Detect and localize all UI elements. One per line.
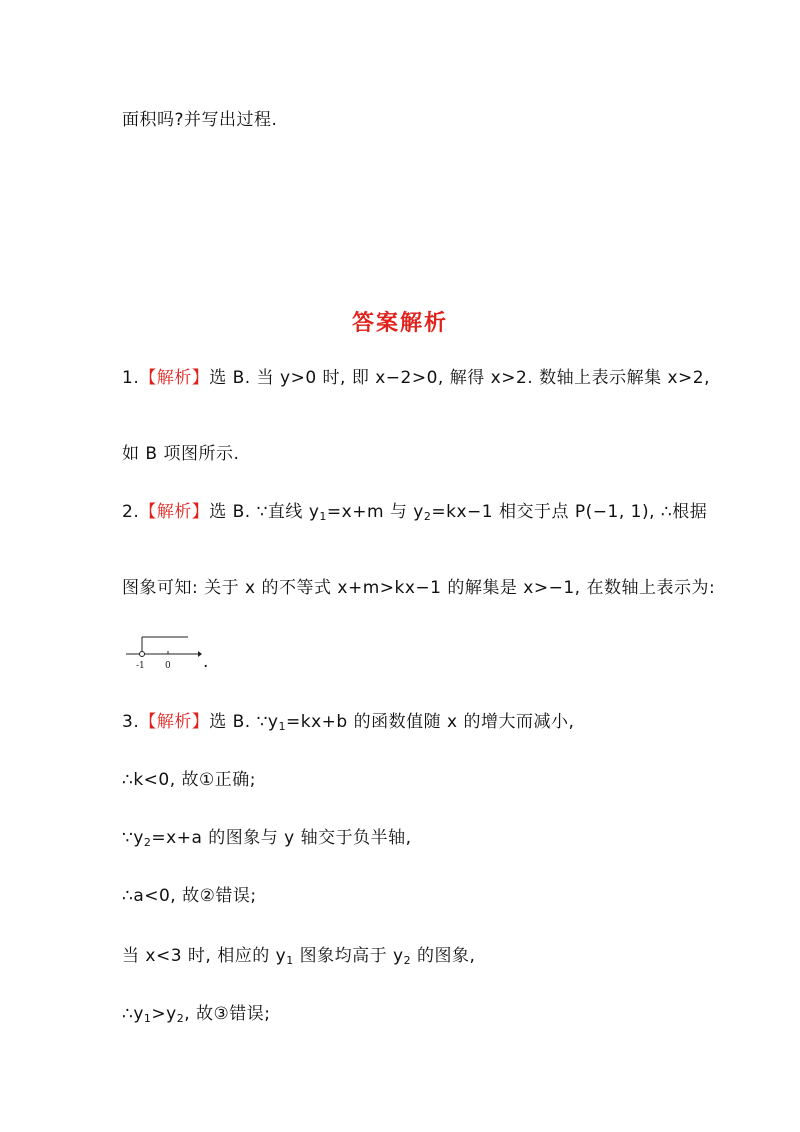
q3-text-a: 选 B. ∵y [209, 712, 279, 732]
q2-line2: 图象可知: 关于 x 的不等式 x+m>kx−1 的解集是 x>−1, 在数轴上表示为: [122, 578, 716, 598]
q3-line3 [122, 826, 412, 850]
q2-number: 2. [122, 502, 140, 522]
q2-text-a: 选 B. ∵直线 y [209, 502, 320, 522]
q2-sub1: 1 [319, 510, 327, 523]
q2-sub2: 2 [423, 510, 432, 523]
q3-l6-sub2: 2 [176, 1012, 185, 1025]
q3-line6 [122, 1002, 270, 1026]
q3-l5-b: 图象均高于 y [293, 946, 404, 966]
q1-tag: 【解析】 [139, 368, 210, 388]
q1-number: 1. [122, 368, 140, 388]
q2-text-b: =x+m 与 y [326, 502, 424, 522]
q3-l3-a: ∵y [122, 828, 144, 848]
q3-tag: 【解析】 [139, 712, 210, 732]
q3-sub1: 1 [278, 720, 286, 733]
q2-text-c: =kx−1 相交于点 P(−1, 1), ∴根据 [431, 502, 708, 522]
section-title: 答案解析 [351, 311, 448, 336]
open-circle-point [140, 652, 145, 657]
q1-line1 [122, 366, 710, 390]
q3-l6-sub1: 1 [143, 1012, 152, 1025]
q3-l5-a: 当 x<3 时, 相应的 y [122, 946, 287, 966]
q3-line2: ∴k<0, 故①正确; [122, 770, 256, 790]
q3-l3-b: =x+a 的图象与 y 轴交于负半轴, [151, 828, 412, 848]
q2-line1 [122, 500, 707, 524]
q1-line2: 如 B 项图所示. [122, 444, 240, 464]
number-line-diagram [122, 632, 202, 672]
q3-l5-sub1: 1 [286, 954, 294, 967]
q3-l6-c: , 故③错误; [184, 1004, 271, 1024]
q3-line1 [122, 710, 574, 734]
q3-text-b: =kx+b 的函数值随 x 的增大而减小, [286, 712, 575, 732]
tick-label-zero: 0 [165, 661, 171, 671]
intro-text: 面积吗?并写出过程. [122, 110, 278, 130]
tick-label-neg1: -1 [136, 661, 145, 671]
q2-tag: 【解析】 [139, 502, 210, 522]
number-line-period: . [203, 652, 209, 672]
q3-line5 [122, 944, 475, 968]
q3-number: 3. [122, 712, 140, 732]
q3-line4: ∴a<0, 故②错误; [122, 886, 257, 906]
q3-l3-sub: 2 [143, 836, 152, 849]
number-line-arrow [198, 651, 202, 657]
q3-l5-c: 的图象, [411, 946, 476, 966]
q3-l6-b: >y [151, 1004, 177, 1024]
q3-l5-sub2: 2 [403, 954, 412, 967]
q1-text: 选 B. 当 y>0 时, 即 x−2>0, 解得 x>2. 数轴上表示解集 x>2, [209, 368, 710, 388]
q3-l6-a: ∴y [122, 1004, 144, 1024]
